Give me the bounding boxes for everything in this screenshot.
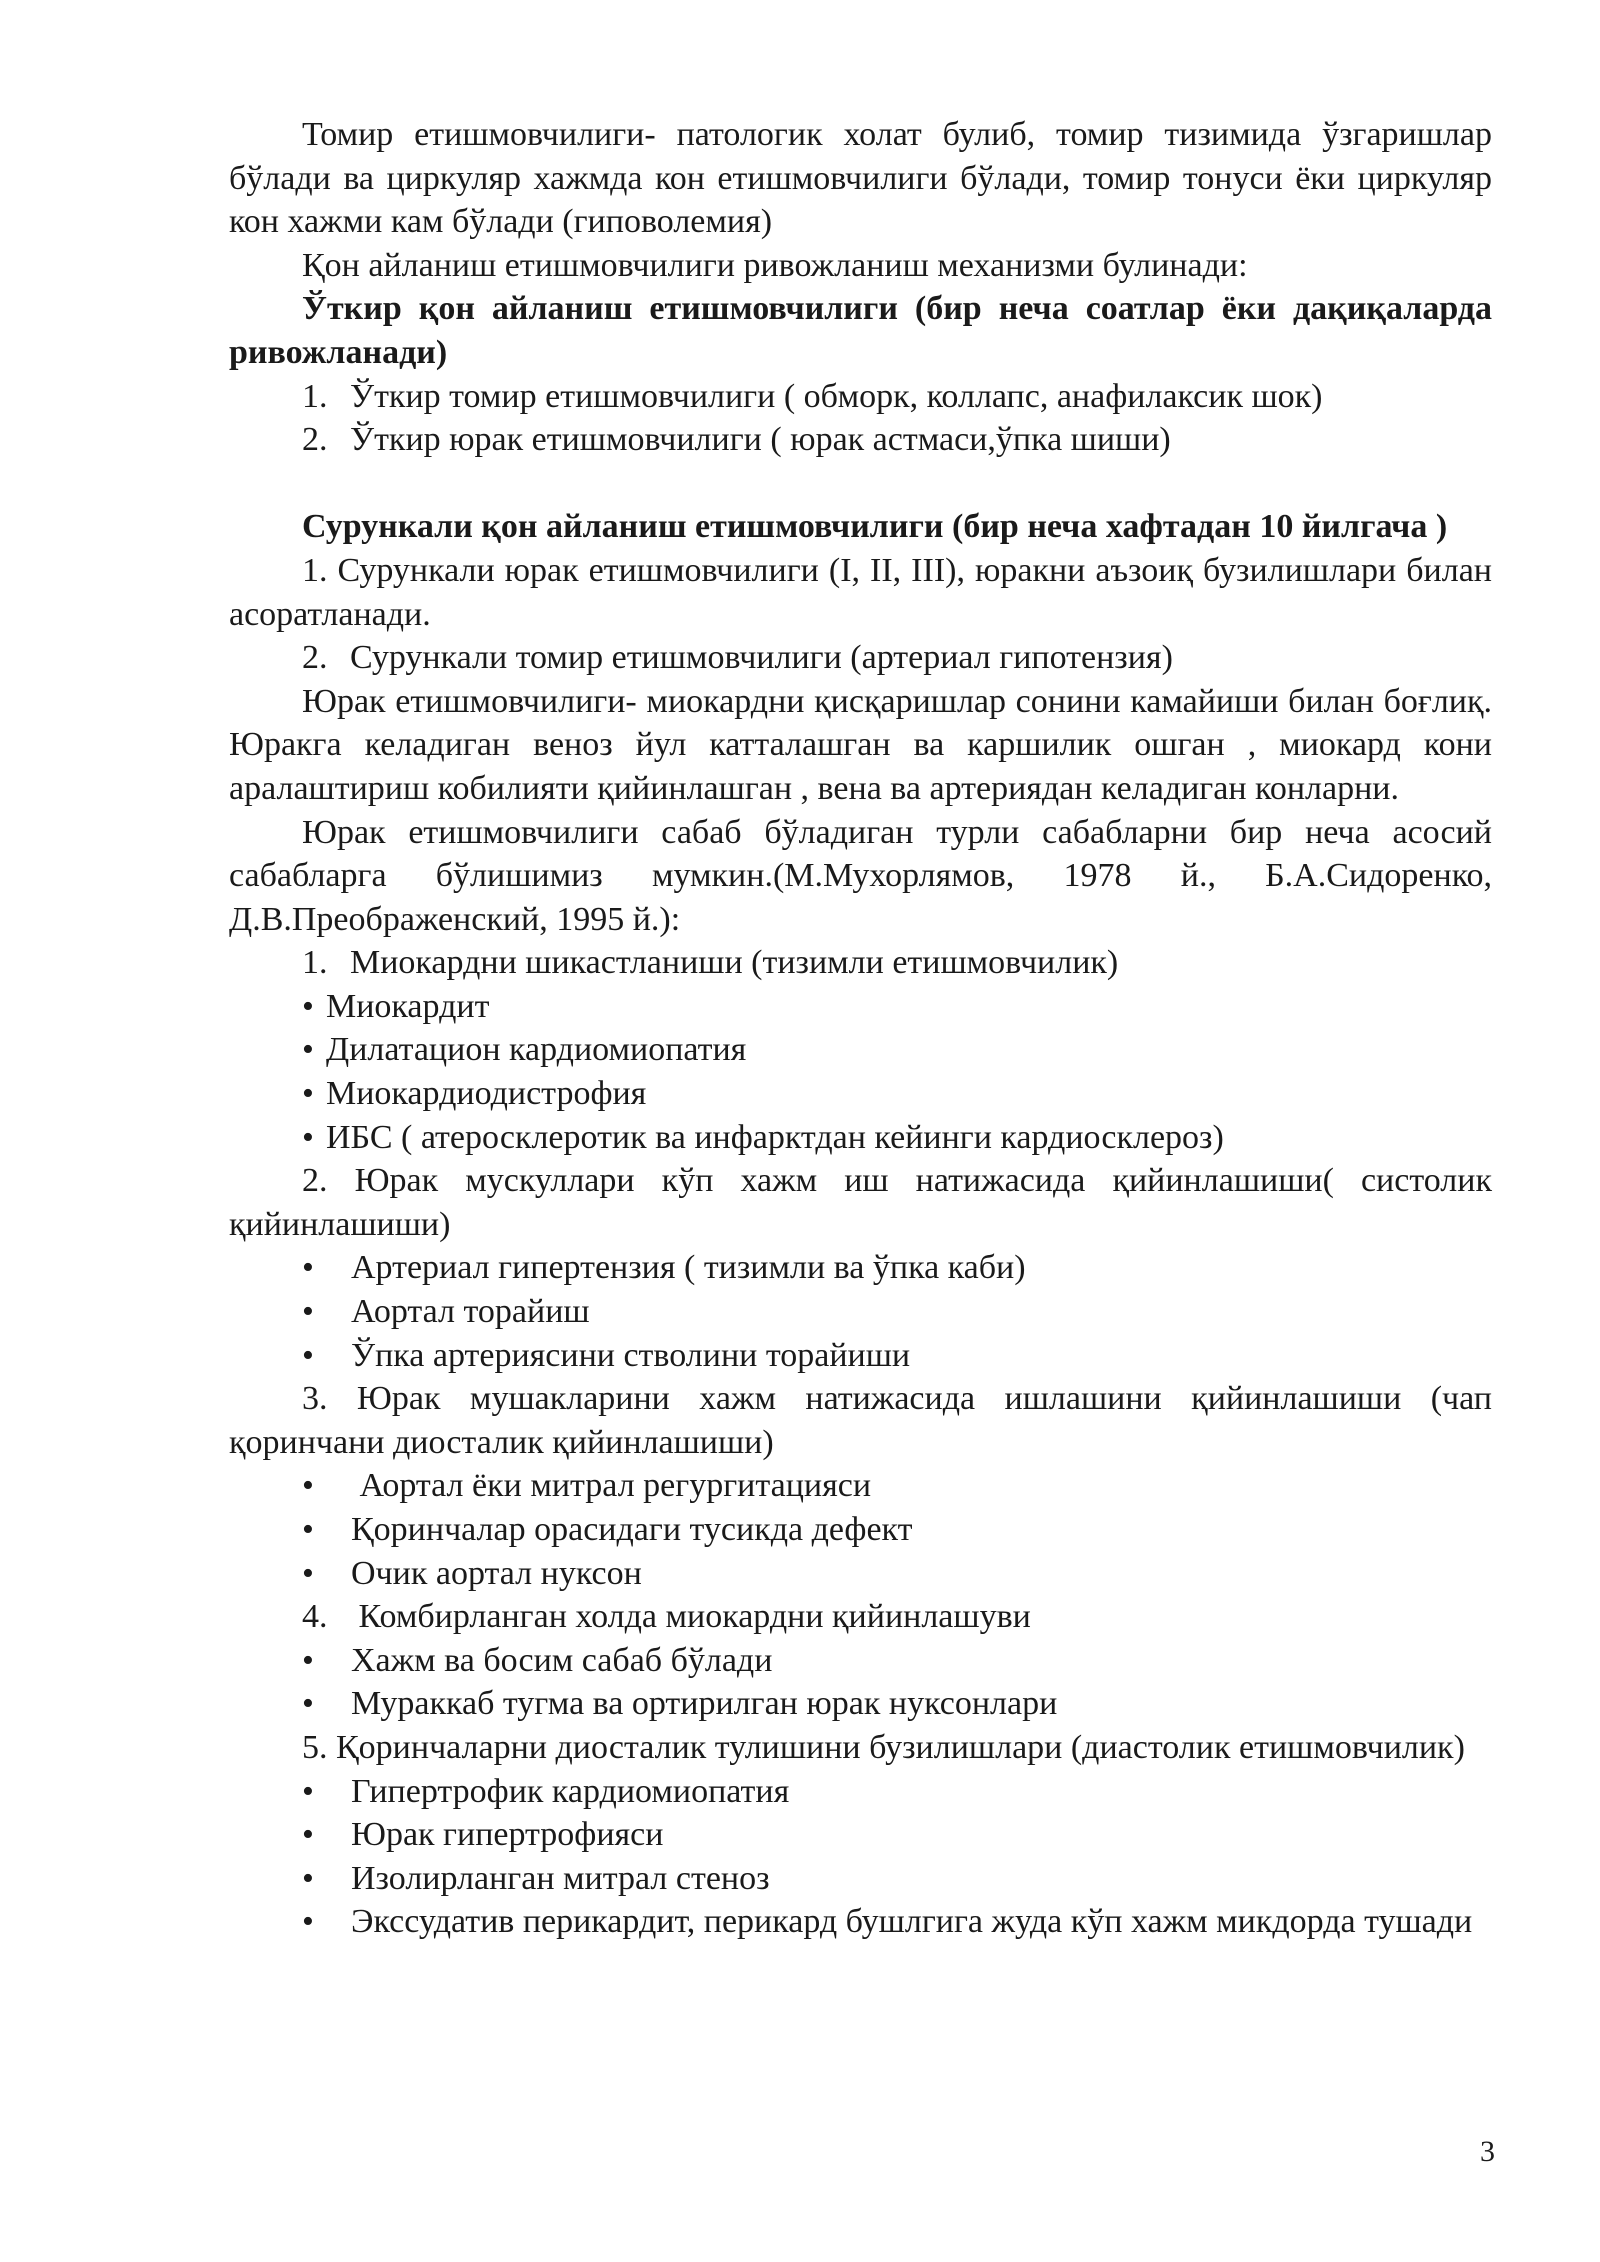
bullet-symbol: • <box>302 1031 314 1069</box>
blank-line <box>229 462 1492 506</box>
bullet-symbol: • <box>302 1075 314 1113</box>
cause-group-3: 3. Юрак мушакларини хажм натижасида ишлашини қийинлашиши (чап қоринчани диосталик қийинлашиши) <box>229 1380 1492 1461</box>
bullet-text: Очик аортал нуксон <box>351 1554 642 1592</box>
list-number: 2. <box>302 639 328 677</box>
bullet-item <box>229 1813 1492 1857</box>
cause-group-1 <box>229 941 1492 985</box>
heading-acute-insufficiency: Ўткир қон айланиш етишмовчилиги (бир неча соатлар ёки дақиқаларда ривожланади) <box>229 290 1492 371</box>
bullet-symbol: • <box>302 1641 314 1679</box>
bullet-item <box>229 1334 1492 1378</box>
bullet-item <box>229 1682 1492 1726</box>
bullet-item <box>229 1900 1492 1944</box>
paragraph-vascular-insufficiency: Томир етишмовчилиги- патологик холат булиб, томир тизимида ўзгаришлар бўлади ва циркуляр хажмда кон етишмовчилиги бўлади, томир тонуси ёки циркуляр кон хажми кам бўлади (гиповолемия) <box>229 116 1492 241</box>
bullet-item <box>229 1072 1492 1116</box>
bullet-item <box>229 1290 1492 1334</box>
document-body <box>229 113 1492 1944</box>
bullet-symbol: • <box>302 987 314 1025</box>
bullet-item <box>229 1857 1492 1901</box>
list-item <box>229 418 1492 462</box>
bullet-symbol: • <box>302 1118 314 1156</box>
paragraph-causes-intro: Юрак етишмовчилиги сабаб бўладиган турли сабабларни бир неча асосий сабабларга бўлишимиз мумкин.(М.Мухорлямов, 1978 й., Б.А.Сидоренко, Д.В.Преображенский, 1995 й.): <box>229 813 1492 938</box>
bullet-item <box>229 1246 1492 1290</box>
bullet-text: Ўпка артериясини стволини торайиши <box>351 1336 911 1374</box>
bullet-item <box>229 1116 1492 1160</box>
list-number: 1. <box>302 944 328 982</box>
bullet-text: Миокардиодистрофия <box>326 1075 647 1113</box>
bullet-text: Аортал торайиш <box>351 1293 590 1331</box>
bullet-symbol: • <box>302 1336 314 1374</box>
list-number: 4. <box>302 1598 328 1636</box>
bullet-item <box>229 1464 1492 1508</box>
cause-group-2: 2. Юрак мускуллари кўп хажм иш натижасида қийинлашиши( систолик қийинлашиши) <box>229 1162 1492 1243</box>
bullet-item <box>229 985 1492 1029</box>
cause-group-5: 5. Қоринчаларни диосталик тулишини бузилишлари (диастолик етишмовчилик) <box>302 1728 1465 1766</box>
bullet-symbol: • <box>302 1249 314 1287</box>
bullet-text: ИБС ( атеросклеротик ва инфарктдан кейинги кардиосклероз) <box>326 1118 1224 1156</box>
bullet-item <box>229 1770 1492 1814</box>
list-item-text: Сурункали томир етишмовчилиги (артериал гипотензия) <box>350 639 1173 677</box>
bullet-text: Миокардит <box>326 987 490 1025</box>
bullet-symbol: • <box>302 1816 314 1854</box>
list-number: 1. <box>302 377 328 415</box>
list-item <box>229 636 1492 680</box>
paragraph-chronic-heart: 1. Сурункали юрак етишмовчилиги (I, II, III), юракни аъзоиқ бузилишлари билан асоратланади. <box>229 551 1492 633</box>
bullet-item <box>229 1028 1492 1072</box>
bullet-symbol: • <box>302 1772 314 1810</box>
bullet-text: Юрак гипертрофияси <box>351 1816 664 1854</box>
bullet-symbol: • <box>302 1685 314 1723</box>
bullet-symbol: • <box>302 1903 314 1941</box>
cause-group-4 <box>229 1595 1492 1639</box>
bullet-item <box>229 1552 1492 1596</box>
bullet-text: Дилатацион кардиомиопатия <box>326 1031 747 1069</box>
bullet-text: Қоринчалар орасидаги тусикда дефект <box>351 1511 913 1548</box>
list-item-text: Комбирланган холда миокардни қийинлашуви <box>350 1598 1031 1636</box>
bullet-symbol: • <box>302 1511 314 1548</box>
bullet-text: Гипертрофик кардиомиопатия <box>351 1772 790 1810</box>
bullet-text: Изолирланган митрал стеноз <box>351 1859 770 1897</box>
bullet-text: Артериал гипертензия ( тизимли ва ўпка каби) <box>351 1249 1026 1287</box>
bullet-text: Мураккаб тугма ва ортирилган юрак нуксонлари <box>351 1685 1058 1723</box>
list-item-text: Миокардни шикастланиши (тизимли етишмовчилик) <box>350 944 1119 982</box>
bullet-symbol: • <box>302 1293 314 1331</box>
bullet-symbol: • <box>302 1859 314 1897</box>
list-item <box>229 375 1492 419</box>
paragraph-heart-failure-definition: Юрак етишмовчилиги- миокардни қисқаришлар сонини камайиши билан боғлиқ. Юракга келадиган веноз йул катталашган ва каршилик ошган , миокард кони аралаштириш кобилияти қийинлашган , вена ва артериядан келадиган конларни. <box>229 682 1492 807</box>
paragraph-mechanism-intro: Қон айланиш етишмовчилиги ривожланиш механизми булинади: <box>302 246 1248 284</box>
bullet-text: Хажм ва босим сабаб бўлади <box>351 1641 773 1679</box>
bullet-item <box>229 1508 1492 1552</box>
list-number: 2. <box>302 421 328 459</box>
bullet-symbol: • <box>302 1467 314 1505</box>
bullet-text: Экссудатив перикардит, перикард бушлгига жуда кўп хажм микдорда тушади <box>351 1903 1473 1941</box>
list-item-text: Ўткир юрак етишмовчилиги ( юрак астмаси,ўпка шиши) <box>350 421 1171 459</box>
bullet-text: Аортал ёки митрал регургитацияси <box>351 1467 872 1505</box>
list-item-text: Ўткир томир етишмовчилиги ( обморк, коллапс, анафилаксик шок) <box>350 377 1323 415</box>
page-number: 3 <box>1480 2135 1495 2168</box>
bullet-item <box>229 1639 1492 1683</box>
bullet-symbol: • <box>302 1554 314 1592</box>
heading-chronic-insufficiency: Сурункали қон айланиш етишмовчилиги (бир неча хафтадан 10 йилгача ) <box>302 508 1448 546</box>
